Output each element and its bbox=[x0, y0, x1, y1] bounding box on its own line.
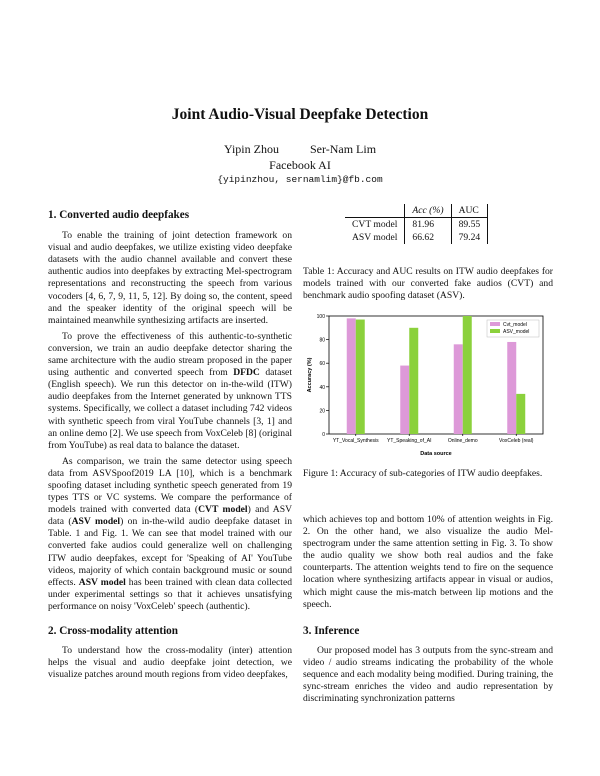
bar-cvt-model bbox=[400, 366, 409, 434]
section-1-paragraph-3: As comparison, we train the same detector using speech data from ASVSpoof2019 LA [10], which is a benchmark spoofing dataset including synthetic speech generated from 19 types TTS or VC systems. We compare the performance of models trained with converted data (CVT model) and ASV data (ASV model) on in-the-wild audio deepfake dataset in Table. 1 and Fig. 1. We can see that model trained with our converted fake audios could generalize well on challenging ITW audio deepfakes, except for 'Speaking of AI' YouTube videos, majority of which contain background music or sound effects. ASV model has been trained with clean data collected under experimental settings so that it achieves unsatisfying performance on noisy 'VoxCeleb' speech (authentic). bbox=[48, 455, 293, 612]
bar-cvt-model bbox=[347, 318, 356, 434]
x-tick-label: Online_demo bbox=[447, 438, 478, 444]
legend-label: Cvt_model bbox=[503, 322, 527, 328]
x-tick-label: VoxCeleb (real) bbox=[499, 438, 534, 444]
legend-swatch bbox=[490, 322, 500, 326]
paper-title: Joint Audio-Visual Deepfake Detection bbox=[171, 106, 429, 123]
author-1: Yipin Zhou bbox=[223, 142, 279, 156]
y-tick-label: 100 bbox=[316, 314, 325, 320]
author-2: Ser-Nam Lim bbox=[309, 142, 377, 156]
section-2-heading: 2. Cross-modality attention bbox=[48, 625, 178, 637]
section-1-paragraph-1: To enable the training of joint detection framework on visual and audio deepfakes, we utilize existing video deepfake datasets with the audio channel available and convert these authentic audios into deepfakes by extracting Mel-spectrogram representations and reconstructing the speech from various vocoders [4, 6, 7, 9, 11, 5, 12]. By doing so, the content, speed and the speaker identity of the original speech will be maintained meanwhile synthesizing artifacts are inserted. bbox=[48, 230, 292, 326]
table-header-auc: AUC bbox=[451, 204, 488, 218]
y-tick-label: 80 bbox=[319, 337, 325, 344]
x-tick-label: YT_Vocal_Synthesis bbox=[332, 438, 379, 444]
y-tick-label: 40 bbox=[319, 384, 325, 391]
authors bbox=[0, 142, 600, 157]
y-tick-label: 0 bbox=[322, 432, 325, 438]
right-paragraph-1: which achieves top and bottom 10% of attention weights in Fig. 2. On the other hand, we also visualize the audio Mel-spectrogram under the same attention setting in Fig. 3. To show the audio quality we show both real audios and the fake counterparts. The attention weights tend to fire on the sequence location where synthesizing artifacts appear in visual or audios, which might cause the mis-match between lip motions and the speech. bbox=[303, 514, 553, 610]
section-2-paragraph-1: To understand how the cross-modality (inter) attention helps the visual and audio deepfake joint detection, we visualize patches around mouth regions from video deepfakes, bbox=[48, 645, 292, 681]
figure-caption: Figure 1: Accuracy of sub-categories of ITW audio deepfakes. bbox=[303, 468, 543, 479]
table-row: ASV model 66.62 79.24 bbox=[345, 231, 488, 244]
right-column-text bbox=[303, 514, 553, 705]
y-tick-label: 60 bbox=[319, 361, 325, 368]
bar-asv-model bbox=[356, 320, 365, 434]
results-table bbox=[345, 204, 488, 244]
x-axis-label: Data source bbox=[420, 451, 452, 457]
bar-asv-model bbox=[463, 316, 472, 434]
section-3-heading: 3. Inference bbox=[303, 624, 360, 637]
section-1-paragraph-2: To prove the effectiveness of this authentic-to-synthetic conversion, we train an audio deepfake detector sharing the same architecture with the audio stream proposed in the paper using authentic and converted speech from DFDC dataset (English speech). We run this detector on in-the-wild (ITW) audio deepfakes from the Internet generated by unknown TTS systems. Specifically, we collect a dataset including 742 videos with synthetic speech from viral YouTube channels [3, 1] and an online demo [2]. We use speech from VoxCeleb [8] (original from YouTube) as real data to balance the dataset. bbox=[48, 330, 292, 451]
email: {yipinzhou, sernamlim}@fb.com bbox=[217, 174, 383, 185]
bar-cvt-model bbox=[507, 342, 516, 434]
y-axis-label: Accuracy (%) bbox=[307, 357, 313, 393]
accuracy-chart bbox=[305, 312, 545, 460]
table-row: CVT model 81.96 89.55 bbox=[345, 218, 488, 232]
bar-asv-model bbox=[409, 328, 418, 434]
legend-swatch bbox=[490, 329, 500, 333]
table-caption: Table 1: Accuracy and AUC results on ITW audio deepfakes for models trained with our converted fake audios (CVT) and benchmark audio spoofing dataset (ASV). bbox=[303, 266, 553, 302]
bar-asv-model bbox=[516, 394, 525, 434]
table-header-acc: Acc (%) bbox=[405, 204, 451, 218]
affiliation: Facebook AI bbox=[269, 158, 331, 172]
bar-chart-svg bbox=[305, 312, 545, 460]
section-1-heading: 1. Converted audio deepfakes bbox=[48, 209, 190, 221]
legend-label: ASV_model bbox=[503, 329, 530, 335]
table-header-model bbox=[345, 204, 405, 218]
section-3-paragraph-1: Our proposed model has 3 outputs from the sync-stream and video / audio streams indicating the probability of the whole sequence and each modality being modified. During training, the sync-stream enriches the video and audio representation by discriminating synchronization patterns bbox=[303, 644, 553, 705]
x-tick-label: YT_Speaking_of_AI bbox=[387, 438, 432, 444]
bar-cvt-model bbox=[454, 344, 463, 434]
y-tick-label: 20 bbox=[319, 408, 325, 415]
left-column bbox=[48, 209, 292, 681]
